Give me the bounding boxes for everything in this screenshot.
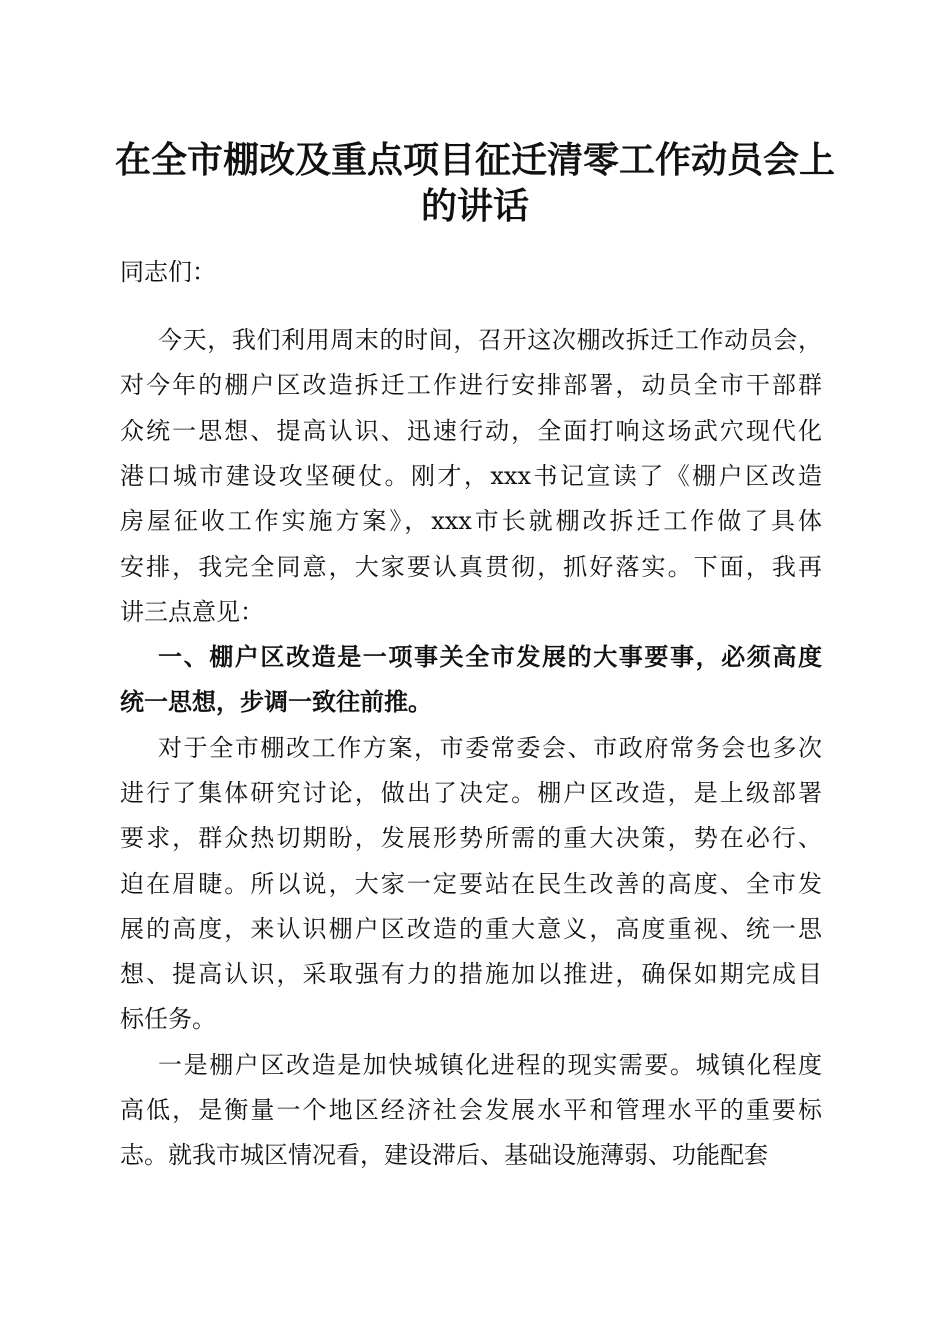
paragraph-line: 迫在眉睫。所以说，大家一定要站在民生改善的高度、全市发 — [120, 870, 822, 898]
paragraph-line: 对今年的棚户区改造拆迁工作进行安排部署，动员全市干部群 — [120, 371, 822, 399]
title-line: 的讲话 — [420, 185, 529, 227]
paragraph-line: 高低，是衡量一个地区经济社会发展水平和管理水平的重要标 — [120, 1096, 822, 1124]
paragraph-line: 安排，我完全同意，大家要认真贯彻，抓好落实。下面，我再 — [120, 553, 822, 581]
paragraph-line: 房屋征收工作实施方案》，xxx市长就棚改拆迁工作做了具体 — [120, 507, 822, 535]
paragraph-line: 想、提高认识，采取强有力的措施加以推进，确保如期完成目 — [120, 960, 822, 988]
title-line: 在全市棚改及重点项目征迁清零工作动员会上 — [114, 139, 835, 181]
paragraph-line: 进行了集体研究讨论，做出了决定。棚户区改造，是上级部署 — [120, 779, 822, 807]
salutation: 同志们： — [120, 258, 216, 286]
paragraph-line: 要求，群众热切期盼，发展形势所需的重大决策，势在必行、 — [120, 824, 822, 852]
paragraph-line: 今天，我们利用周末的时间，召开这次棚改拆迁工作动员会， — [158, 326, 822, 354]
paragraph-line: 港口城市建设攻坚硬仗。刚才，xxx书记宣读了《棚户区改造 — [120, 462, 822, 490]
paragraph-line: 标任务。 — [120, 1005, 216, 1033]
paragraph-line: 一是棚户区改造是加快城镇化进程的现实需要。城镇化程度 — [158, 1051, 822, 1079]
section-heading-line: 统一思想，步调一致往前推。 — [120, 687, 432, 716]
section-heading-line: 一、棚户区改造是一项事关全市发展的大事要事，必须高度 — [158, 642, 822, 671]
paragraph-line: 展的高度，来认识棚户区改造的重大意义，高度重视、统一思 — [120, 915, 822, 943]
paragraph-line: 对于全市棚改工作方案，市委常委会、市政府常务会也多次 — [158, 734, 822, 762]
paragraph-line: 讲三点意见： — [120, 598, 264, 626]
paragraph-line: 众统一思想、提高认识、迅速行动，全面打响这场武穴现代化 — [120, 417, 822, 445]
paragraph-line: 志。就我市城区情况看，建设滞后、基础设施薄弱、功能配套 — [120, 1141, 768, 1169]
